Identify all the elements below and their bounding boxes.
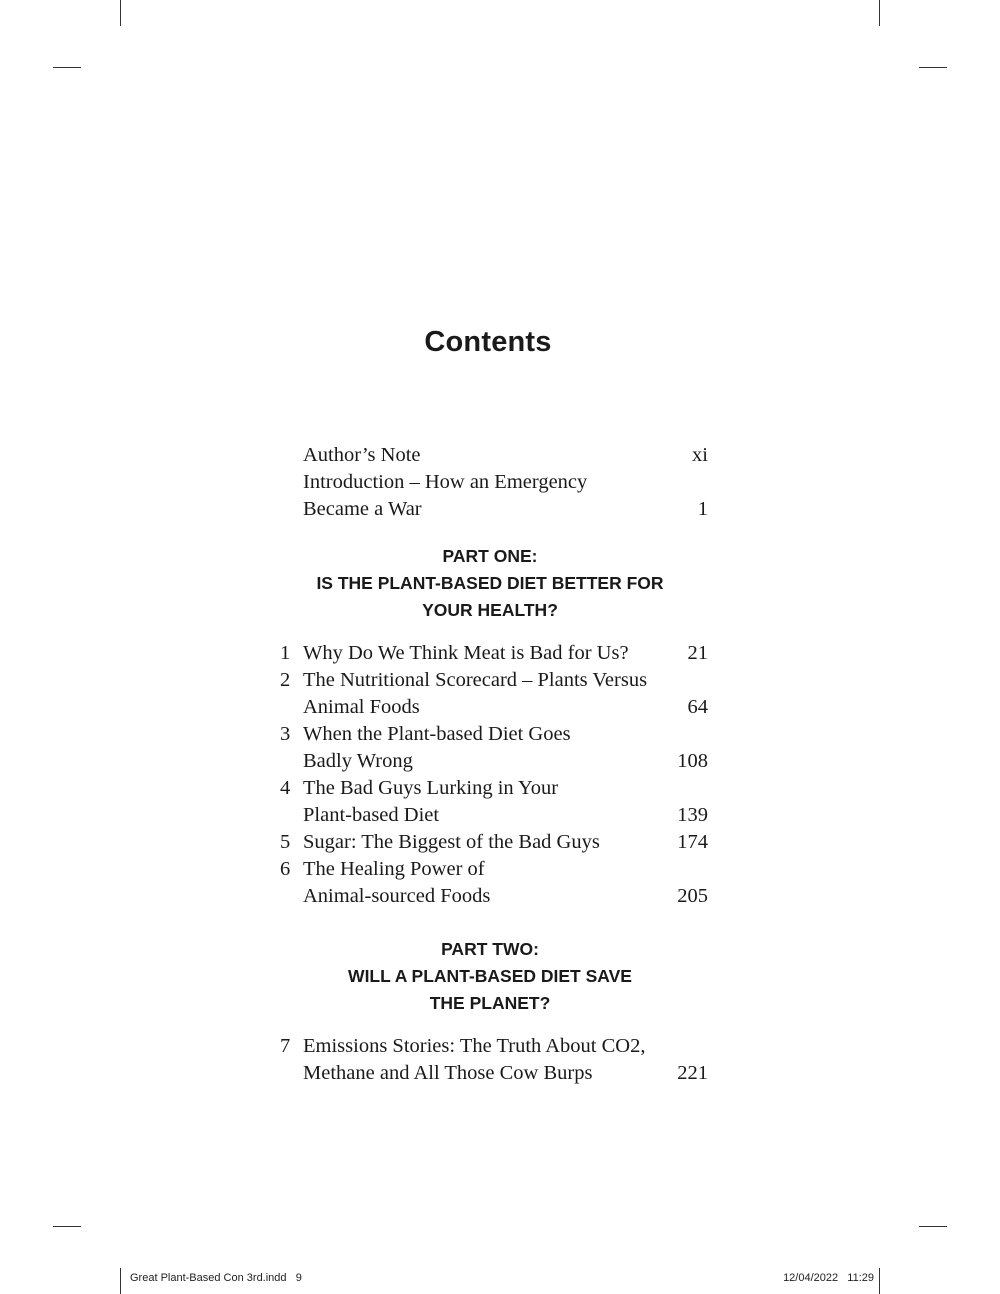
page-number: xi <box>692 444 708 466</box>
toc-entry-chapter-4 <box>276 775 710 829</box>
part-label: PART TWO: <box>441 939 539 959</box>
page-number: 139 <box>677 804 708 826</box>
crop-mark <box>919 67 947 68</box>
crop-mark <box>879 1268 880 1294</box>
toc-entry-introduction <box>276 469 710 523</box>
entry-title: The Bad Guys Lurking in Your <box>303 777 559 799</box>
chapter-number: 1 <box>280 642 291 664</box>
page-number: 1 <box>697 498 708 520</box>
entry-title-continued: Animal-sourced Foods <box>303 885 491 907</box>
entry-title-continued: Methane and All Those Cow Burps <box>303 1062 593 1084</box>
crop-mark <box>879 0 880 26</box>
page-number: 221 <box>677 1062 708 1084</box>
crop-mark <box>120 1268 121 1294</box>
toc-entry-chapter-3 <box>276 721 710 775</box>
entry-title: Author’s Note <box>303 444 421 466</box>
page-number: 64 <box>687 696 708 718</box>
entry-title: Introduction – How an Emergency <box>303 471 588 493</box>
crop-mark <box>120 0 121 26</box>
table-of-contents <box>276 442 710 1087</box>
entry-title-continued: Badly Wrong <box>303 750 413 772</box>
chapter-number: 4 <box>280 777 291 799</box>
entry-title: The Healing Power of <box>303 858 485 880</box>
entry-title-continued: Animal Foods <box>303 696 420 718</box>
crop-mark <box>919 1226 947 1227</box>
toc-entry-chapter-5 <box>276 829 710 856</box>
part-title: WILL A PLANT-BASED DIET SAVE <box>348 966 632 986</box>
page-number: 174 <box>677 831 708 853</box>
slug-timestamp: 12/04/2022 11:29 <box>783 1272 874 1284</box>
part-title: IS THE PLANT-BASED DIET BETTER FOR <box>316 573 664 593</box>
entry-title-continued: Became a War <box>303 498 422 520</box>
chapter-number: 5 <box>280 831 291 853</box>
toc-entry-chapter-2 <box>276 667 710 721</box>
page-number: 205 <box>677 885 708 907</box>
entry-title: Emissions Stories: The Truth About CO2, <box>303 1035 646 1057</box>
toc-entry-authors-note <box>276 442 710 469</box>
toc-entry-chapter-7 <box>276 1033 710 1087</box>
slug-filename: Great Plant-Based Con 3rd.indd 9 <box>130 1272 302 1284</box>
entry-title: The Nutritional Scorecard – Plants Versus <box>303 669 648 691</box>
part-title-continued: THE PLANET? <box>429 993 551 1013</box>
page-number: 108 <box>677 750 708 772</box>
page-number: 21 <box>687 642 708 664</box>
chapter-number: 7 <box>280 1035 291 1057</box>
entry-title-continued: Plant-based Diet <box>303 804 440 826</box>
chapter-number: 6 <box>280 858 291 880</box>
chapter-number: 3 <box>280 723 291 745</box>
entry-title: Sugar: The Biggest of the Bad Guys <box>303 831 600 853</box>
page-title: Contents <box>424 326 552 358</box>
toc-entry-chapter-1 <box>276 640 710 667</box>
entry-title: Why Do We Think Meat is Bad for Us? <box>303 642 629 664</box>
crop-mark <box>53 1226 81 1227</box>
entry-title: When the Plant-based Diet Goes <box>303 723 571 745</box>
crop-mark <box>53 67 81 68</box>
part-title-continued: YOUR HEALTH? <box>422 600 558 620</box>
part-two-heading <box>270 936 710 1017</box>
part-label: PART ONE: <box>442 546 538 566</box>
chapter-number: 2 <box>280 669 291 691</box>
toc-entry-chapter-6 <box>276 856 710 910</box>
part-one-heading <box>270 543 710 624</box>
